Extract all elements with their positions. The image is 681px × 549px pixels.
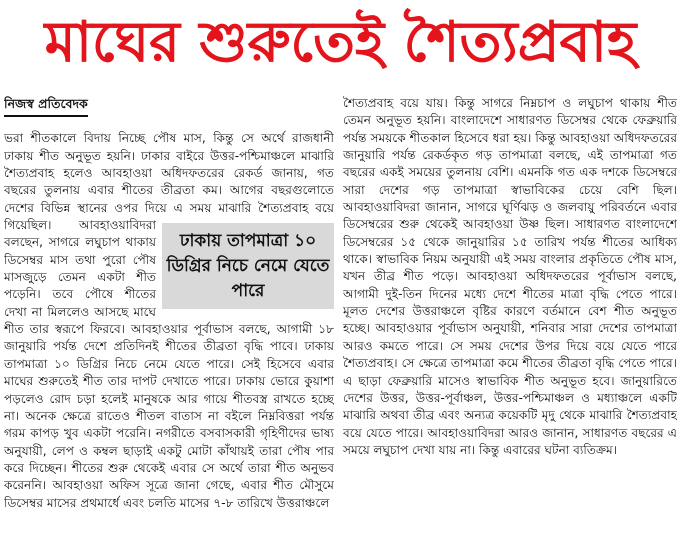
byline: নিজস্ব প্রতিবেদক (4, 95, 88, 117)
callout-box: ঢাকায় তাপমাত্রা ১০ ডিগ্রির নিচে নেমে যেতে পারে (162, 223, 334, 309)
article-column-right (343, 95, 677, 547)
headline: মাঘের শুরুতেই শৈত্যপ্রবাহ (44, 10, 637, 75)
article-column-left (4, 95, 334, 547)
article-body-left: ভরা শীতকালে বিদায় নিচ্ছে পৌষ মাস, কিন্তু সে অর্থে রাজধানী ঢাকায় শীত অনুভূত হয়নি। ঢাকার বাইরে উত্তর-পশ্চিমাঞ্চলে মাঝারি শৈত্যপ্রবাহ হলেও আবহাওয়া অধিদফতরের রেকর্ড জানায়, গত বছরের তুলনায় এবার শীতের তীব্রতা কম। আগের বছরগুলোতে দেশের বিভিন্ন স্থানের ওপর দিয়ে এ সময় মাঝারি শৈত্যপ্রবাহ বয়ে গিয়েছিল। আবহাওয়াবিদরা বলছেন, সাগরে লঘুচাপ থাকায় ডিসেম্বর মাস তথা পুরো পৌষ মাসজুড়ে তেমন একটা শীত পড়েনি। তবে পৌষে শীতের দেখা না মিললেও আসছে মাঘে শীত তার স্বরূপে ফিরবে। আবহাওয়ার পূর্বাভাস বলছে, আগামী ১৮ জানুয়ারি পর্যন্ত দেশে প্রতিদিনই শীতের তীব্রতা বৃদ্ধি পাবে। ঢাকায় তাপমাত্রা ১০ ডিগ্রির নিচে নেমে যেতে পারে। সেই হিসেবে এবার মাঘের শুরুতেই শীত তার দাপট দেখাতে পারে। ঢাকায় ভোরে কুয়াশা পড়লেও রোদ চড়া হলেই মানুষকে আর গায়ে শীতবস্ত্র রাখতে হচ্ছে না। অনেক ক্ষেত্রে রাতেও শীতল বাতাস না বইলে নিম্নবিত্তরা পর্যন্ত গরম কাপড় খুব একটা পরেনি। নগরীতে বসবাসকারী গৃহিণীদের ভাষ্য অনুযায়ী, লেপ ও কম্বল ছাড়াই একটু মোটা কাঁথায়ই তারা পৌষ পার করে দিচ্ছেন। শীতের শুরু থেকেই এবার সে অর্থে তারা শীত অনুভব করেননি। আবহাওয়া অফিস সূত্রে জানা গেছে, এবার শীত মৌসুমে ডিসেম্বর মাসের প্রথমার্ধে এবং চলতি মাসের ৭-৮ তারিখে উত্তরাঞ্চলে (4, 131, 334, 510)
article-body-right: শৈত্যপ্রবাহ বয়ে যায়। কিন্তু সাগরে নিম্নচাপ ও লঘুচাপ থাকায় শীত তেমন অনুভূত হয়নি। বাংলাদেশে সাধারণত ডিসেম্বর থেকে ফেব্রুয়ারি পর্যন্ত সময়কে শীতকাল হিসেবে ধরা হয়। কিন্তু আবহাওয়া অধিদফতরের জানুয়ারি পর্যন্ত রেকর্ডকৃত গড় তাপমাত্রা বলছে, এই তাপমাত্রা গত বছরের একই সময়ের তুলনায় বেশি। এমনকি গত এক দশকে ডিসেম্বরে সারা দেশের গড় তাপমাত্রা স্বাভাবিকের চেয়ে বেশি ছিল। আবহাওয়াবিদরা জানান, সাগরে ঘূর্ণিঝড় ও জলবায়ু পরিবর্তনে এবার ডিসেম্বরের শুরু থেকেই আবহাওয়া উষ্ণ ছিল। সাধারণত বাংলাদেশে ডিসেম্বরের ১৫ থেকে জানুয়ারির ১৫ তারিখ পর্যন্ত শীতের আধিক্য থাকে। স্বাভাবিক নিয়ম অনুযায়ী এই সময় বাংলার প্রকৃতিতে পৌষ মাস, যখন তীব্র শীত পড়ে। আবহাওয়া অধিদফতরের পূর্বাভাস বলছে, আগামী দুই-তিন দিনের মধ্যে দেশে শীতের মাত্রা বৃদ্ধি পেতে পারে। মূলত দেশের উত্তরাঞ্চলে বৃষ্টির কারণে বর্তমানে বেশ শীত অনুভূত হচ্ছে। আবহাওয়ার পূর্বাভাস অনুযায়ী, শনিবার সারা দেশের তাপমাত্রা আরও কমতে পারে। সে সময় দেশের উপর দিয়ে বয়ে যেতে পারে শৈত্যপ্রবাহ। সে ক্ষেত্রে তাপমাত্রা কমে শীতের তীব্রতা বৃদ্ধি পেতে পারে। এ ছাড়া ফেব্রুয়ারি মাসেও স্বাভাবিক শীত অনুভূত হবে। জানুয়ারিতে দেশের উত্তর, উত্তর-পূর্বাঞ্চল, উত্তর-পশ্চিমাঞ্চল ও মধ্যাঞ্চলে একটি মাঝারি অথবা তীব্র এবং অন্যত্র কয়েকটি মৃদু থেকে মাঝারি শৈত্যপ্রবাহ বয়ে যেতে পারে। আবহাওয়াবিদরা আরও জানান, সাধারণত বছরের এ সময়ে লঘুচাপ দেখা যায় না। কিন্তু এবারের ঘটনা ব্যতিক্রম। (343, 96, 677, 457)
